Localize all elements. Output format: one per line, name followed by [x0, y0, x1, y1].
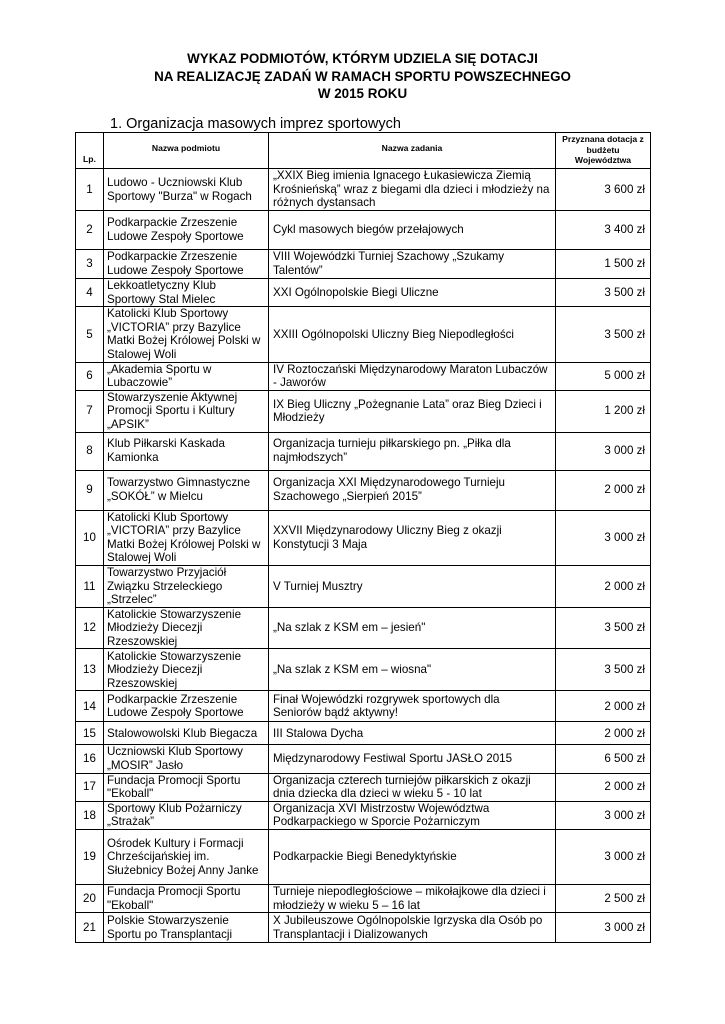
- row-lp: 11: [76, 565, 104, 607]
- row-amount: 3 500 zł: [556, 607, 651, 649]
- row-entity: Katolicki Klub Sportowy „VICTORIA” przy Bazylice Matki Bożej Królowej Polski w Stalowej Woli: [104, 510, 269, 565]
- row-lp: 13: [76, 649, 104, 691]
- row-task: IV Roztoczański Międzynarodowy Maraton Lubaczów - Jaworów: [269, 362, 556, 390]
- row-amount: 2 000 zł: [556, 470, 651, 510]
- row-lp: 10: [76, 510, 104, 565]
- row-amount: 3 500 zł: [556, 649, 651, 691]
- title-line-1: WYKAZ PODMIOTÓW, KTÓRYM UDZIELA SIĘ DOTACJI: [187, 51, 538, 66]
- row-amount: 3 000 zł: [556, 801, 651, 829]
- row-lp: 9: [76, 470, 104, 510]
- title-line-2: NA REALIZACJĘ ZADAŃ W RAMACH SPORTU POWSZECHNEGO: [154, 68, 571, 84]
- row-amount: 3 000 zł: [556, 432, 651, 470]
- row-entity: Katolicki Klub Sportowy „VICTORIA” przy Bazylice Matki Bożej Królowej Polski w Stalowej Woli: [104, 307, 269, 362]
- row-task: Organizacja XXI Międzynarodowego Turnieju Szachowego „Sierpień 2015”: [269, 470, 556, 510]
- row-amount: 2 000 zł: [556, 722, 651, 745]
- row-task: V Turniej Musztry: [269, 565, 556, 607]
- row-lp: 14: [76, 691, 104, 722]
- row-amount: 3 000 zł: [556, 913, 651, 943]
- row-task: XXIII Ogólnopolski Uliczny Bieg Niepodległości: [269, 307, 556, 362]
- row-lp: 2: [76, 211, 104, 250]
- row-amount: 5 000 zł: [556, 362, 651, 390]
- table-row: [76, 722, 651, 745]
- row-lp: 5: [76, 307, 104, 362]
- row-entity: Podkarpackie Zrzeszenie Ludowe Zespoły Sportowe: [104, 211, 269, 250]
- row-task: IX Bieg Uliczny „Pożegnanie Lata” oraz Bieg Dzieci i Młodzieży: [269, 390, 556, 432]
- table-row: [76, 211, 651, 250]
- table-row: [76, 307, 651, 362]
- header-entity: Nazwa podmiotu: [104, 133, 269, 169]
- table-row: [76, 913, 651, 943]
- row-task: Finał Wojewódzki rozgrywek sportowych dla Seniorów bądź aktywny!: [269, 691, 556, 722]
- row-lp: 6: [76, 362, 104, 390]
- title-line-3: W 2015 ROKU: [317, 86, 408, 101]
- row-lp: 12: [76, 607, 104, 649]
- row-amount: 3 500 zł: [556, 307, 651, 362]
- row-entity: Ośrodek Kultury i Formacji Chrześcijańskiej im. Służebnicy Bożej Anny Janke: [104, 830, 269, 885]
- row-task: VIII Wojewódzki Turniej Szachowy „Szukamy Talentów”: [269, 250, 556, 279]
- row-lp: 8: [76, 432, 104, 470]
- row-lp: 19: [76, 830, 104, 885]
- row-task: „XXIX Bieg imienia Ignacego Łukasiewicza Ziemią Krośnieńską” wraz z biegami dla dzieci i młodzieży na różnych dystansach: [269, 169, 556, 211]
- row-task: Organizacja czterech turniejów piłkarskich z okazji dnia dziecka dla dzieci w wieku 5 - 10 lat: [269, 773, 556, 801]
- row-lp: 15: [76, 722, 104, 745]
- row-entity: Klub Piłkarski Kaskada Kamionka: [104, 432, 269, 470]
- row-entity: Ludowo - Uczniowski Klub Sportowy "Burza" w Rogach: [104, 169, 269, 211]
- row-task: III Stalowa Dycha: [269, 722, 556, 745]
- header-amount: Przyznana dotacja z budżetu Województwa: [556, 133, 651, 169]
- table-header-row: [76, 133, 651, 169]
- table-row: [76, 390, 651, 432]
- row-entity: Uczniowski Klub Sportowy „MOSIR” Jasło: [104, 745, 269, 773]
- row-amount: 3 400 zł: [556, 211, 651, 250]
- row-lp: 17: [76, 773, 104, 801]
- row-entity: „Akademia Sportu w Lubaczowie”: [104, 362, 269, 390]
- table-row: [76, 565, 651, 607]
- row-entity: Sportowy Klub Pożarniczy „Strażak”: [104, 801, 269, 829]
- table-row: [76, 745, 651, 773]
- row-task: Cykl masowych biegów przełajowych: [269, 211, 556, 250]
- row-amount: 2 500 zł: [556, 885, 651, 913]
- row-task: Organizacja XVI Mistrzostw Województwa Podkarpackiego w Sporcie Pożarniczym: [269, 801, 556, 829]
- row-entity: Podkarpackie Zrzeszenie Ludowe Zespoły Sportowe: [104, 250, 269, 279]
- table-row: [76, 169, 651, 211]
- table-row: [76, 279, 651, 307]
- row-amount: 1 500 zł: [556, 250, 651, 279]
- document-title: [0, 50, 725, 103]
- row-lp: 16: [76, 745, 104, 773]
- table-row: [76, 432, 651, 470]
- row-task: „Na szlak z KSM em – wiosna": [269, 649, 556, 691]
- row-entity: Fundacja Promocji Sportu "Ekoball": [104, 773, 269, 801]
- table-row: [76, 773, 651, 801]
- row-amount: 3 500 zł: [556, 279, 651, 307]
- row-entity: Katolickie Stowarzyszenie Młodzieży Diecezji Rzeszowskiej: [104, 649, 269, 691]
- row-task: „Na szlak z KSM em – jesień": [269, 607, 556, 649]
- table-row: [76, 691, 651, 722]
- row-entity: Fundacja Promocji Sportu "Ekoball": [104, 885, 269, 913]
- row-task: Międzynarodowy Festiwal Sportu JASŁO 2015: [269, 745, 556, 773]
- row-entity: Stowarzyszenie Aktywnej Promocji Sportu i Kultury „APSIK”: [104, 390, 269, 432]
- table-row: [76, 649, 651, 691]
- row-entity: Stalowowolski Klub Biegacza: [104, 722, 269, 745]
- row-entity: Polskie Stowarzyszenie Sportu po Transplantacji: [104, 913, 269, 943]
- row-lp: 20: [76, 885, 104, 913]
- table-row: [76, 830, 651, 885]
- table-row: [76, 470, 651, 510]
- row-task: Turnieje niepodległościowe – mikołajkowe dla dzieci i młodzieży w wieku 5 – 16 lat: [269, 885, 556, 913]
- header-task: Nazwa zadania: [269, 133, 556, 169]
- row-task: X Jubileuszowe Ogólnopolskie Igrzyska dla Osób po Transplantacji i Dializowanych: [269, 913, 556, 943]
- row-amount: 3 600 zł: [556, 169, 651, 211]
- row-amount: 2 000 zł: [556, 565, 651, 607]
- row-entity: Towarzystwo Przyjaciół Związku Strzeleckiego „Strzelec”: [104, 565, 269, 607]
- table-row: [76, 885, 651, 913]
- row-task: XXVII Międzynarodowy Uliczny Bieg z okazji Konstytucji 3 Maja: [269, 510, 556, 565]
- row-entity: Katolickie Stowarzyszenie Młodzieży Diecezji Rzeszowskiej: [104, 607, 269, 649]
- row-amount: 2 000 zł: [556, 773, 651, 801]
- row-amount: 3 000 zł: [556, 830, 651, 885]
- row-task: XXI Ogólnopolskie Biegi Uliczne: [269, 279, 556, 307]
- row-entity: Towarzystwo Gimnastyczne „SOKÓŁ” w Mielcu: [104, 470, 269, 510]
- header-lp: Lp.: [76, 133, 104, 169]
- row-entity: Podkarpackie Zrzeszenie Ludowe Zespoły Sportowe: [104, 691, 269, 722]
- section-heading: 1. Organizacja masowych imprez sportowych: [110, 116, 401, 132]
- table-row: [76, 250, 651, 279]
- row-lp: 7: [76, 390, 104, 432]
- row-task: Podkarpackie Biegi Benedyktyńskie: [269, 830, 556, 885]
- row-amount: 1 200 zł: [556, 390, 651, 432]
- row-amount: 3 000 zł: [556, 510, 651, 565]
- table-row: [76, 607, 651, 649]
- grants-table: [75, 132, 651, 943]
- row-amount: 2 000 zł: [556, 691, 651, 722]
- row-lp: 21: [76, 913, 104, 943]
- table-row: [76, 362, 651, 390]
- row-lp: 1: [76, 169, 104, 211]
- row-entity: Lekkoatletyczny Klub Sportowy Stal Mielec: [104, 279, 269, 307]
- row-lp: 4: [76, 279, 104, 307]
- row-task: Organizacja turnieju piłkarskiego pn. „Piłka dla najmłodszych”: [269, 432, 556, 470]
- row-lp: 18: [76, 801, 104, 829]
- row-lp: 3: [76, 250, 104, 279]
- table-row: [76, 801, 651, 829]
- row-amount: 6 500 zł: [556, 745, 651, 773]
- table-row: [76, 510, 651, 565]
